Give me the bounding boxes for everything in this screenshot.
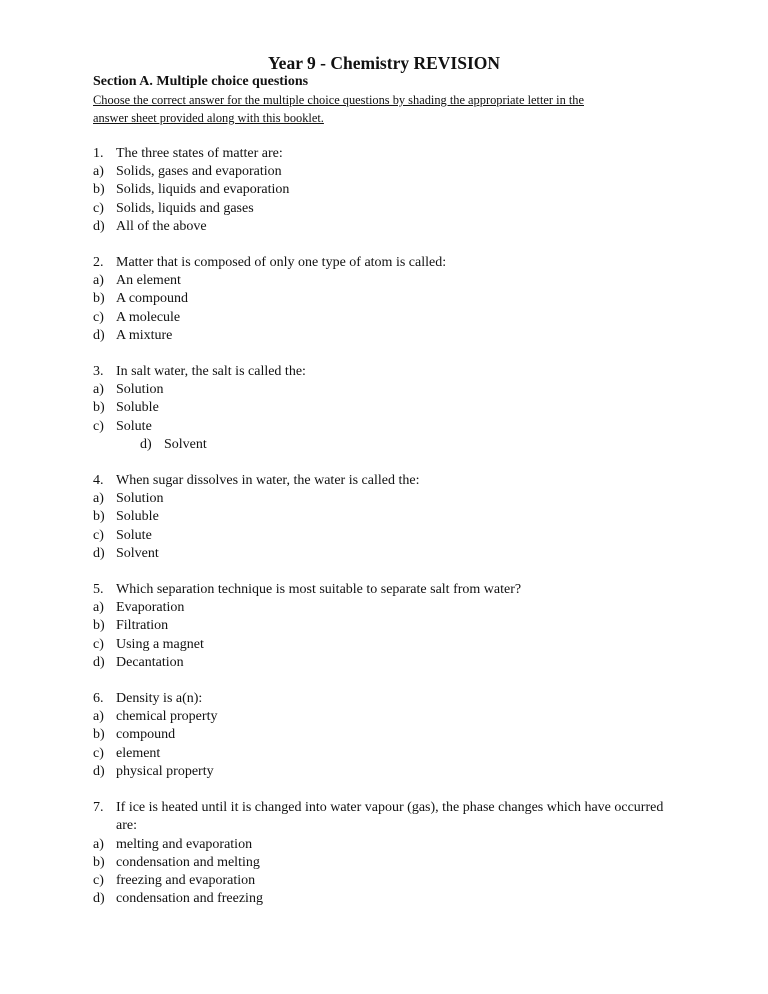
section-heading: Section A. Multiple choice questions: [93, 74, 309, 89]
question-number: 5.: [93, 582, 104, 598]
question-stem: [93, 690, 693, 708]
answer-option: [93, 163, 693, 181]
option-letter: a): [93, 164, 104, 180]
option-text: chemical property: [116, 709, 218, 725]
question-text: Matter that is composed of only one type of atom is called:: [116, 255, 447, 271]
option-letter: b): [93, 400, 105, 416]
question-5: [93, 581, 693, 672]
option-text: An element: [116, 273, 181, 289]
answer-option: [93, 890, 693, 908]
answer-option: [93, 636, 693, 654]
question-number: 3.: [93, 364, 104, 380]
question-stem: [93, 581, 693, 599]
answer-option: [93, 327, 693, 345]
answer-option: [93, 200, 693, 218]
question-number: 7.: [93, 800, 104, 816]
option-text: Solution: [116, 382, 164, 398]
option-text: Soluble: [116, 509, 159, 525]
question-text: If ice is heated until it is changed into water vapour (gas), the phase changes which have occurred are:: [116, 800, 664, 834]
option-text: condensation and freezing: [116, 891, 263, 907]
option-letter: c): [93, 527, 104, 543]
option-letter: b): [93, 618, 105, 634]
option-letter: d): [93, 327, 105, 343]
option-letter: d): [93, 545, 105, 561]
option-letter: a): [93, 382, 104, 398]
option-letter: c): [93, 872, 104, 888]
option-text: Solvent: [116, 545, 159, 561]
answer-option: [93, 527, 693, 545]
answer-option: [93, 290, 693, 308]
question-stem: [93, 472, 693, 490]
option-text: A molecule: [116, 309, 181, 325]
option-text: element: [116, 745, 161, 761]
question-text: In salt water, the salt is called the:: [116, 364, 306, 380]
option-text: Solids, gases and evaporation: [116, 164, 282, 180]
instructions: [93, 91, 673, 127]
answer-option: [93, 599, 693, 617]
answer-option: [93, 763, 693, 781]
answer-option: [93, 436, 693, 454]
option-text: compound: [116, 727, 176, 743]
option-letter: a): [93, 273, 104, 289]
answer-option: [93, 381, 693, 399]
option-letter: c): [93, 636, 104, 652]
answer-option: [93, 545, 693, 563]
option-text: Solids, liquids and gases: [116, 200, 254, 216]
answer-option: [93, 490, 693, 508]
option-letter: d): [93, 654, 105, 670]
option-letter: d): [140, 436, 152, 452]
answer-option: [93, 654, 693, 672]
question-stem: [93, 254, 693, 272]
option-text: condensation and melting: [116, 854, 260, 870]
answer-option: [93, 218, 693, 236]
answer-option: [93, 181, 693, 199]
answer-option: [93, 836, 693, 854]
option-text: Solute: [116, 527, 152, 543]
option-letter: a): [93, 836, 104, 852]
answer-option: [93, 854, 693, 872]
question-number: 1.: [93, 146, 104, 161]
option-letter: a): [93, 709, 104, 725]
answer-option: [93, 745, 693, 763]
option-letter: a): [93, 600, 104, 616]
page-title: Year 9 - Chemistry REVISION: [267, 53, 501, 73]
question-text: The three states of matter are:: [116, 146, 283, 161]
answer-option: [93, 708, 693, 726]
instructions-line: Choose the correct answer for the multiple choice questions by shading the appropriate letter in the: [93, 93, 584, 107]
option-text: Solvent: [164, 436, 207, 452]
question-4: [93, 472, 693, 563]
answer-option: [93, 508, 693, 526]
option-text: Filtration: [116, 618, 169, 634]
option-text: melting and evaporation: [116, 836, 253, 852]
option-text: Solids, liquids and evaporation: [116, 182, 290, 198]
option-text: Solute: [116, 418, 152, 434]
option-letter: d): [93, 218, 105, 234]
answer-option: [93, 399, 693, 417]
answer-option: [93, 272, 693, 290]
question-number: 6.: [93, 691, 104, 707]
option-letter: c): [93, 418, 104, 434]
question-list: [93, 145, 693, 926]
option-letter: a): [93, 491, 104, 507]
option-text: Evaporation: [116, 600, 185, 616]
option-letter: c): [93, 200, 104, 216]
question-stem: [93, 363, 693, 381]
option-text: A compound: [116, 291, 188, 307]
option-text: physical property: [116, 763, 214, 779]
question-stem: [93, 799, 693, 835]
answer-option: [93, 617, 693, 635]
question-number: 4.: [93, 473, 104, 489]
option-letter: b): [93, 182, 105, 198]
option-letter: c): [93, 309, 104, 325]
option-text: A mixture: [116, 327, 173, 343]
option-text: Using a magnet: [116, 636, 204, 652]
option-letter: b): [93, 291, 105, 307]
option-letter: b): [93, 727, 105, 743]
option-letter: d): [93, 891, 105, 907]
question-number: 2.: [93, 255, 104, 271]
option-text: Solution: [116, 491, 164, 507]
option-text: Decantation: [116, 654, 184, 670]
option-letter: b): [93, 509, 105, 525]
question-text: Which separation technique is most suitable to separate salt from water?: [116, 582, 522, 598]
answer-option: [93, 309, 693, 327]
option-text: freezing and evaporation: [116, 872, 256, 888]
option-text: All of the above: [116, 218, 207, 234]
question-3: [93, 363, 693, 454]
instructions-line: answer sheet provided along with this booklet.: [93, 111, 324, 125]
option-text: Soluble: [116, 400, 159, 416]
question-7: [93, 799, 693, 908]
question-text: Density is a(n):: [116, 691, 203, 707]
answer-option: [93, 726, 693, 744]
question-2: [93, 254, 693, 345]
question-text: When sugar dissolves in water, the water is called the:: [116, 473, 420, 489]
answer-option: [93, 418, 693, 436]
option-letter: b): [93, 854, 105, 870]
question-stem: [93, 145, 693, 163]
answer-option: [93, 872, 693, 890]
option-letter: d): [93, 763, 105, 779]
question-6: [93, 690, 693, 781]
question-1: [93, 145, 693, 236]
option-letter: c): [93, 745, 104, 761]
